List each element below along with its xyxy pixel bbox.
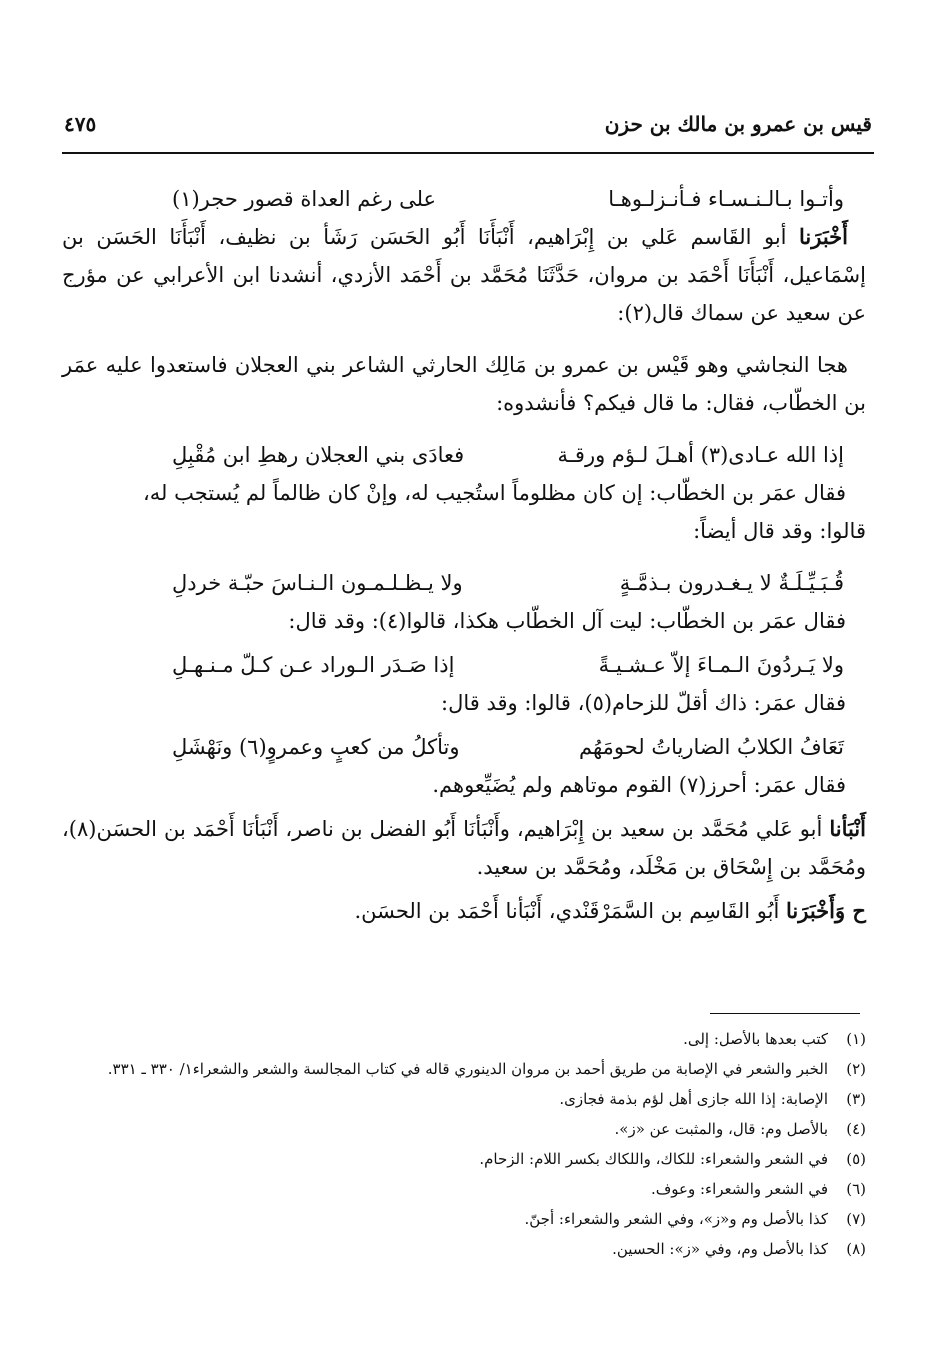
verse-5-first-hemistich: تَعَافُ الكلابُ الضارياتُ لحومَهُم	[578, 735, 844, 759]
footnote-number: (٧)	[846, 1210, 866, 1228]
footnote-number: (٨)	[846, 1240, 866, 1258]
umar-comment-2: فقال عمَر بن الخطّاب: ليت آل الخطّاب هكذا، قالوا(٤): وقد قال:	[288, 609, 846, 633]
isnad-paragraph-1	[62, 218, 866, 332]
isnad-text-1: أبو القَاسم عَلي بن إِبْرَاهيم، أَنْبَأَنَا أَبُو الحَسَن رَشَأ بن نظيف، أَنْبَأَنَا الحَسَن بن إسْمَاعيل، أَنْبَأَنَا أَحْمَد بن مروان، حَدَّثَنَا مُحَمَّد بن أَحْمَد الأزدي، أنشدنا ابن الأعرابي عن مؤرج عن سعيد عن سماك قال(٢):	[62, 225, 866, 325]
keyword-ha-wa-akhbarana: ح وَأَخْبَرَنا	[786, 898, 866, 923]
footnote-number: (٤)	[846, 1120, 866, 1138]
verse-5	[172, 728, 844, 766]
footnote-number: (٦)	[846, 1180, 866, 1198]
footnote	[62, 1234, 866, 1264]
keyword-anbaana: أَنْبَأنا	[829, 816, 866, 841]
footnote	[62, 1024, 866, 1054]
footnote	[62, 1114, 866, 1144]
footnote-rule	[710, 1013, 860, 1014]
footnote	[62, 1204, 866, 1234]
isnad-paragraph-3	[62, 892, 866, 930]
running-header	[62, 112, 874, 144]
verse-1-second-hemistich: على رغم العداة قصور حجر(١)	[172, 187, 437, 211]
umar-comment-3: فقال عمَر: ذاك أقلّ للزحام(٥)، قالوا: وقد قال:	[441, 691, 846, 715]
they-said-line: قالوا: وقد قال أيضاً:	[693, 519, 866, 543]
umar-comment-4: فقال عمَر: أحرز(٧) القوم موتاهم ولم يُضَيِّعوهم.	[432, 773, 846, 797]
header-rule	[62, 152, 874, 154]
footnote	[62, 1144, 866, 1174]
footnote-number: (٢)	[846, 1060, 866, 1078]
page-number: ٤٧٥	[64, 112, 97, 136]
verse-1	[172, 180, 844, 218]
main-text	[62, 180, 866, 930]
isnad-text-2: أبو عَلي مُحَمَّد بن سعيد بن إِبْرَاهيم، وأَنْبَأنَا أَبُو الفضل بن ناصر، أَنْبَأنَا أَحْمَد بن الحسَن(٨)، ومُحَمَّد بن إِسْحَاق بن مَخْلَد، ومُحَمَّد بن سعيد.	[62, 817, 866, 879]
verse-5-second-hemistich: وتأكلُ من كعبٍ وعمروٍ(٦) ونَهْشَلِ	[172, 735, 460, 759]
footnote-text: في الشعر والشعراء: للكاك، واللكاك بكسر اللام: الزحام.	[479, 1150, 828, 1168]
verse-2-second-hemistich: فعادَى بني العجلان رهطِ ابن مُقْبِلِ	[172, 443, 465, 467]
verse-4-first-hemistich: ولا يَـردُونَ الـمـاءَ إلاّ عـشـيـةً	[598, 653, 844, 677]
footnote-text: الإصابة: إذا الله جازى أهل لؤم بذمة فجازى.	[559, 1090, 828, 1108]
narrative-paragraph: هجا النجاشي وهو قَيْس بن عمرو بن مَالِك الحارثي الشاعر بني العجلان فاستعدوا عليه عمَر بن الخطّاب، فقال: ما قال فيكم؟ فأنشدوه:	[62, 353, 866, 415]
footnote-text: كذا بالأصل وم و«ز»، وفي الشعر والشعراء: أجنّ.	[524, 1210, 828, 1228]
footnote	[62, 1054, 866, 1084]
footnote	[62, 1174, 866, 1204]
keyword-akhbarana: أَخْبَرَنا	[799, 224, 848, 249]
footnote-text: كذا بالأصل وم، وفي «ز»: الحسين.	[612, 1240, 828, 1258]
umar-comment-1: فقال عمَر بن الخطّاب: إن كان مظلوماً استُجيب له، وإنْ كان ظالماً لم يُستجب له،	[143, 481, 846, 505]
verse-2	[172, 436, 844, 474]
verse-4-second-hemistich: إذا صَـدَر الـوراد عـن كـلّ مـنـهـلِ	[172, 653, 455, 677]
footnotes	[62, 1024, 866, 1264]
verse-1-first-hemistich: وأتـوا بـالـنـسـاء فـأنـزلـوهـا	[608, 187, 844, 211]
running-title: قيس بن عمرو بن مالك بن حزن	[604, 112, 872, 136]
isnad-text-3: أَبُو القَاسِم بن السَّمَرْقَنْدي، أَنْبَأنا أَحْمَد بن الحسَن.	[354, 899, 786, 923]
footnote	[62, 1084, 866, 1114]
footnote-text: بالأصل وم: قال، والمثبت عن «ز».	[614, 1120, 828, 1138]
footnote-number: (٣)	[846, 1090, 866, 1108]
verse-3	[172, 564, 844, 602]
footnote-number: (١)	[846, 1030, 866, 1048]
footnote-text: في الشعر والشعراء: وعوف.	[650, 1180, 828, 1198]
verse-4	[172, 646, 844, 684]
footnote-number: (٥)	[846, 1150, 866, 1168]
isnad-paragraph-2	[62, 810, 866, 886]
verse-3-second-hemistich: ولا يـظـلـمـون الـنـاسَ حبّـة خردلِ	[172, 571, 463, 595]
verse-3-first-hemistich: قُـبَـيِّـلَـةٌ لا يـغـدرون بـذمَّـةٍ	[619, 571, 844, 595]
footnote-text: الخبر والشعر في الإصابة من طريق أحمد بن مروان الدينوري قاله في كتاب المجالسة والشعر والشعراء١/ ٣٣٠ ـ ٣٣١.	[107, 1060, 828, 1078]
footnote-text: كتب بعدها بالأصل: إلى.	[683, 1030, 828, 1048]
verse-2-first-hemistich: إذا الله عـادى(٣) أهـلَ لـؤم ورقـة	[557, 443, 844, 467]
